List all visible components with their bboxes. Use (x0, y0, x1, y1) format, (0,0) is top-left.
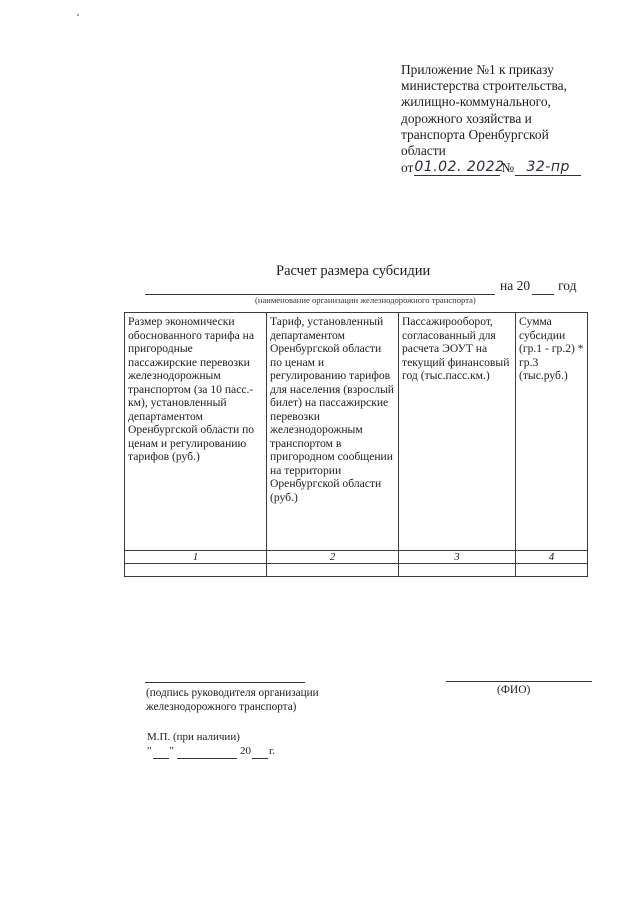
date-year-suffix: г. (269, 745, 276, 757)
appendix-line: Приложение №1 к приказу (401, 62, 554, 77)
column-number: 4 (516, 551, 588, 564)
column-number: 1 (125, 551, 267, 564)
month-blank (177, 744, 237, 759)
signature-caption-line: железнодорожного транспорта) (146, 701, 297, 713)
appendix-line: дорожного хозяйства и (401, 110, 532, 126)
appendix-line: министерства строительства, (401, 78, 567, 94)
stamp-block (147, 730, 275, 759)
appendix-line: области (401, 143, 446, 159)
header-cell-economic-tariff: Размер экономически обоснованного тарифа на пригородные пассажирские перевозки железнодорожным транспортом (за 10 пасс.-км), установленный департаментом Оренбургской области по ценам и регулированию тарифов (руб.) (125, 313, 267, 551)
year-field (500, 278, 577, 295)
organization-caption: (наименование организации железнодорожного транспорта) (255, 295, 476, 305)
organization-row (145, 278, 591, 296)
year-blank (252, 744, 268, 759)
data-row (125, 564, 588, 577)
fio-caption: (ФИО) (497, 684, 531, 696)
appendix-header (401, 62, 601, 176)
stamp-label: М.П. (при наличии) (147, 731, 240, 743)
signature-caption-line: (подпись руководителя организации (146, 687, 319, 699)
appendix-line: жилищно-коммунального, (401, 94, 551, 110)
year-suffix: год (558, 278, 577, 293)
column-number-row (125, 551, 588, 564)
column-number: 3 (399, 551, 516, 564)
header-cell-subsidy-sum: Сумма субсидии (гр.1 - гр.2) * гр.3 (тыс.руб.) (516, 313, 588, 551)
data-cell (267, 564, 399, 577)
handwritten-order-number: 32-пр (515, 159, 581, 176)
appendix-line: транспорта Оренбургской (401, 126, 549, 142)
document-title: Расчет размера субсидии (276, 263, 431, 279)
data-cell (516, 564, 588, 577)
day-blank (153, 744, 169, 759)
signature-caption (146, 686, 319, 714)
data-cell (399, 564, 516, 577)
year-prefix: на 20 (500, 278, 531, 293)
year-blank (532, 278, 554, 295)
header-cell-passenger-turnover: Пассажирооборот, согласованный для расчета ЭОУТ на текущий финансовый год (тыс.пасс.км.) (399, 313, 516, 551)
date-year-prefix: 20 (240, 745, 251, 757)
header-cell-population-tariff: Тариф, установленный департаментом Оренбургской области по ценам и регулированию тарифов для населения (взрослый билет) на пассажирские перевозки железнодорожным транспортом в пригородном сообщении на территории Оренбургской области (руб.) (267, 313, 399, 551)
fio-line (446, 681, 592, 682)
header-row (125, 313, 588, 551)
column-number: 2 (267, 551, 399, 564)
subsidy-table (124, 312, 588, 577)
quote-close: " (169, 745, 174, 757)
order-reference (401, 159, 601, 176)
from-label: от (401, 160, 414, 176)
quote-open: " (147, 745, 152, 757)
signature-line (145, 682, 305, 683)
data-cell (125, 564, 267, 577)
number-label: № (501, 160, 515, 176)
date-field (147, 744, 275, 759)
scan-speck (77, 14, 79, 16)
handwritten-order-date: 01.02. 2022 (414, 159, 505, 176)
